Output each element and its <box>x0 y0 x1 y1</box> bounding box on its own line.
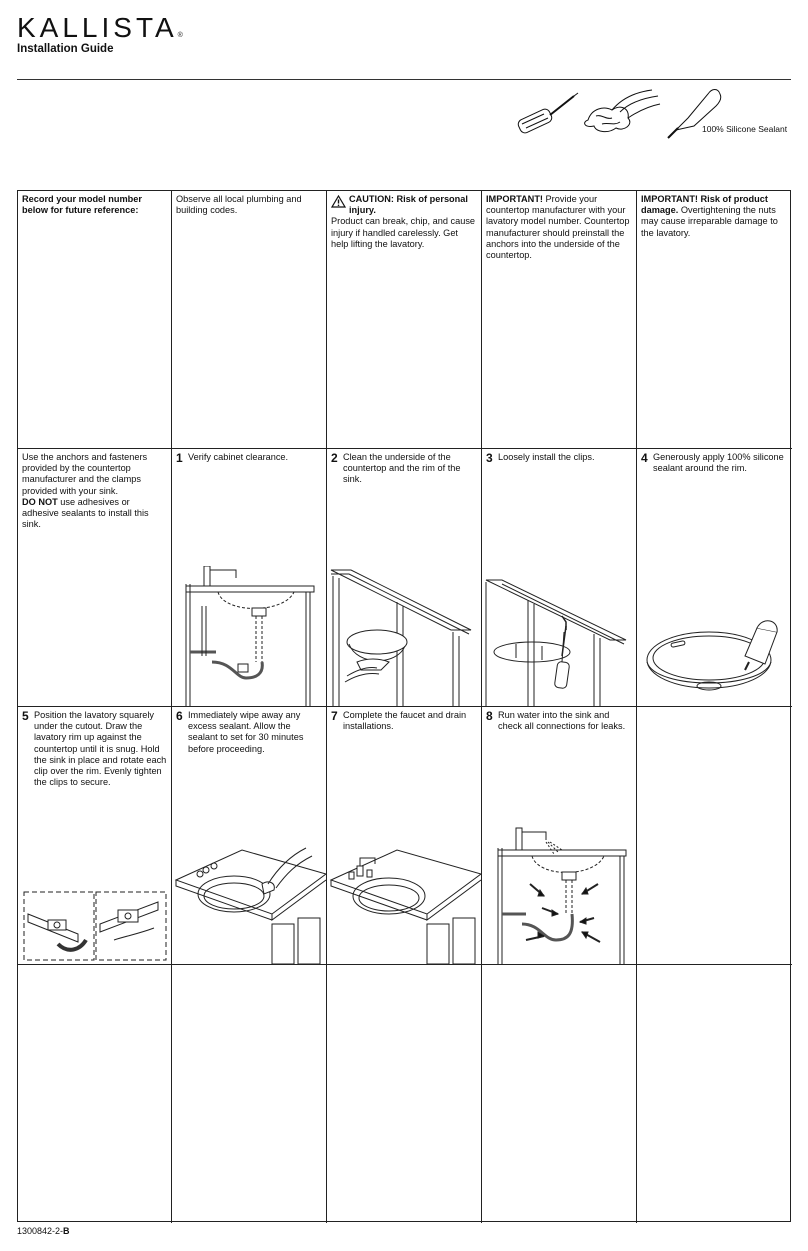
leak-check-illustration <box>482 814 636 964</box>
damage-label: IMPORTANT! Risk of product damage. <box>641 194 768 216</box>
empty-cell <box>18 965 172 1223</box>
wipe-sealant-illustration <box>172 844 326 964</box>
step-text: Loosely install the clips. <box>498 452 595 462</box>
brand-logo <box>17 14 183 42</box>
doc-revision: B <box>63 1226 70 1236</box>
important-model-text: Provide your countertop manufacturer with your lavatory model number. Countertop manufacturer should preinstall the anchors into the underside of the countertop. <box>486 194 630 261</box>
instruction-grid <box>17 190 791 1222</box>
cloth-icon <box>585 90 660 132</box>
caution-body: Product can break, chip, and cause injury if handled carelessly. Get help lifting the lavatory. <box>331 216 476 249</box>
empty-cell <box>172 965 327 1223</box>
caution-title: CAUTION: Risk of personal injury. <box>349 194 468 216</box>
caution-cell <box>327 191 482 449</box>
step-5-cell <box>18 707 172 965</box>
step-number: 7 <box>331 709 338 723</box>
step-number: 8 <box>486 709 493 723</box>
page-subtitle: Installation Guide <box>17 43 114 55</box>
record-model-cell <box>18 191 172 449</box>
step-6-cell <box>172 707 327 965</box>
step-4-cell <box>637 449 792 707</box>
empty-cell <box>637 707 792 965</box>
step-text: Clean the underside of the countertop and the rim of the sink. <box>343 452 461 485</box>
warning-triangle-icon <box>331 195 346 208</box>
tools-required <box>512 84 808 144</box>
screwdriver-icon <box>517 93 578 135</box>
step-text: Verify cabinet clearance. <box>188 452 289 462</box>
clean-underside-illustration <box>327 566 481 706</box>
step-3-cell <box>482 449 637 707</box>
doc-number: 1300842-2- <box>17 1226 64 1236</box>
position-lavatory-illustration <box>18 884 172 964</box>
step-number: 1 <box>176 451 183 465</box>
sealant-label: 100% Silicone Sealant <box>702 124 788 134</box>
apply-sealant-illustration <box>637 566 791 706</box>
step-text: Generously apply 100% silicone sealant around the rim. <box>653 452 784 474</box>
document-number <box>17 1226 70 1236</box>
step-number: 4 <box>641 451 648 465</box>
codes-text: Observe all local plumbing and building codes. <box>176 194 302 216</box>
codes-cell <box>172 191 327 449</box>
cabinet-clearance-illustration <box>172 566 326 706</box>
step-text: Position the lavatory squarely under the cutout. Draw the lavatory rim up against the countertop until it is snug. Hold the sink in place and rotate each clip over the rim. Evenly tighten the clips to secure. <box>34 710 167 788</box>
important-model-cell <box>482 191 637 449</box>
step-number: 5 <box>22 709 29 723</box>
step-text: Immediately wipe away any excess sealant. Allow the sealant to set for 30 minutes before proceeding. <box>188 710 304 754</box>
donot-label: DO NOT <box>22 496 58 507</box>
step-1-cell <box>172 449 327 707</box>
empty-cell <box>482 965 637 1223</box>
empty-cell <box>327 965 482 1223</box>
install-clips-illustration <box>482 566 636 706</box>
anchors-cell <box>18 449 172 707</box>
step-7-cell <box>327 707 482 965</box>
important-damage-cell <box>637 191 792 449</box>
step-text: Complete the faucet and drain installations. <box>343 710 467 732</box>
step-number: 3 <box>486 451 493 465</box>
registered-mark: ® <box>177 32 183 39</box>
empty-cell <box>637 965 792 1223</box>
step-8-cell <box>482 707 637 965</box>
step-number: 2 <box>331 451 338 465</box>
step-2-cell <box>327 449 482 707</box>
step-number: 6 <box>176 709 183 723</box>
header-divider <box>17 79 791 80</box>
faucet-drain-illustration <box>327 844 481 964</box>
donot-text: use adhesives or adhesive sealants to install this sink. <box>22 496 149 530</box>
brand-name: KALLISTA <box>17 12 178 43</box>
damage-text: Overtightening the nuts may cause irreparable damage to the lavatory. <box>641 205 778 238</box>
record-model-text: Record your model number below for future reference: <box>22 194 142 216</box>
step-text: Run water into the sink and check all connections for leaks. <box>498 710 626 732</box>
important-label: IMPORTANT! <box>486 194 543 204</box>
anchors-text: Use the anchors and fasteners provided by the countertop manufacturer and the clamps provided with your sink. <box>22 452 148 496</box>
